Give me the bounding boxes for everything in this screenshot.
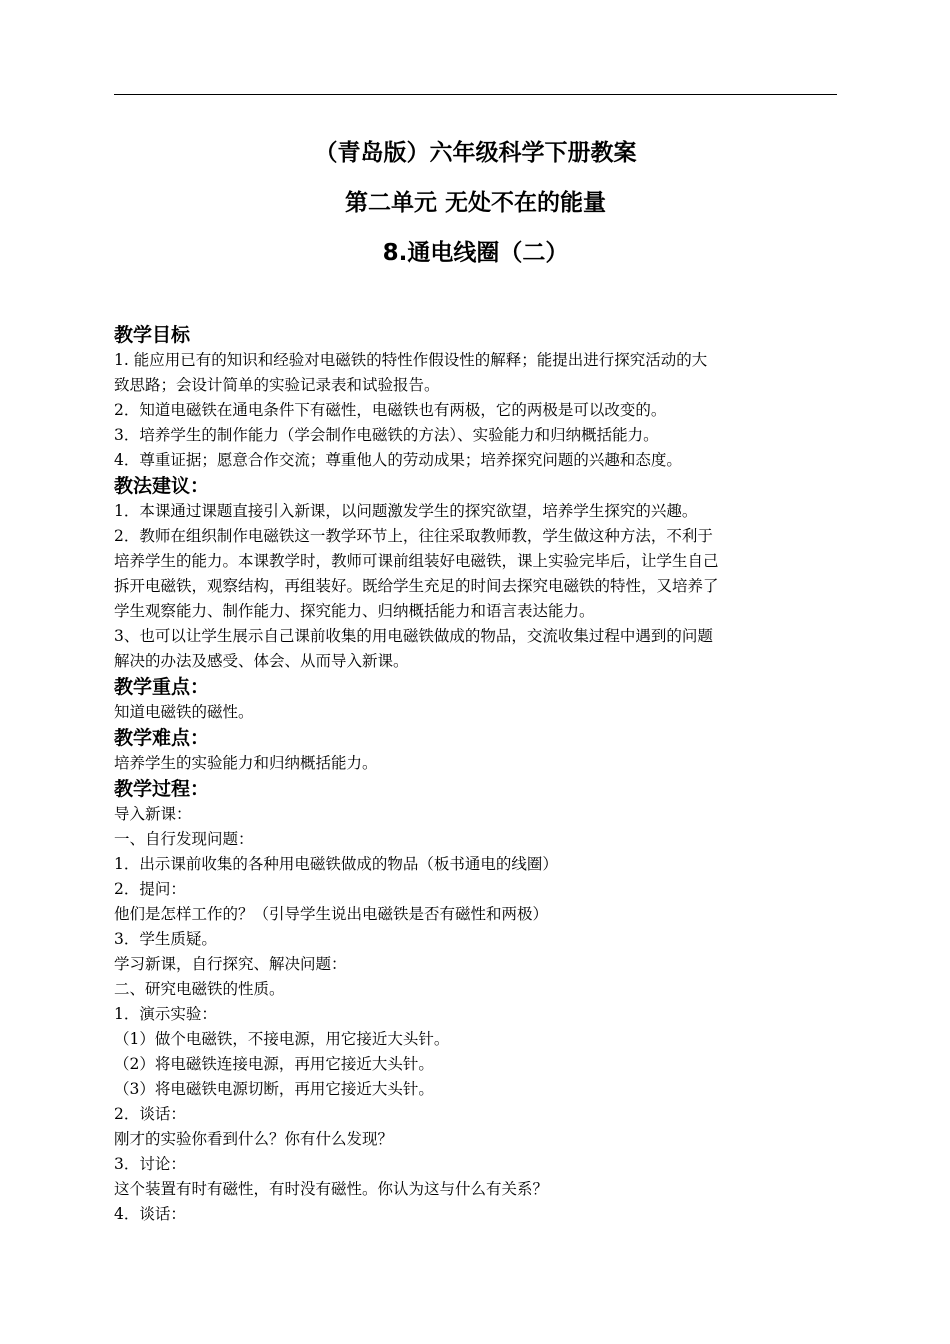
- process-line: 1．出示课前收集的各种用电磁铁做成的物品（板书通电的线圈）: [114, 855, 558, 873]
- process-line: 这个装置有时有磁性，有时没有磁性。你认为这与什么有关系？: [114, 1180, 549, 1198]
- method-line: 3、也可以让学生展示自己课前收集的用电磁铁做成的物品，交流收集过程中遇到的问题: [114, 627, 713, 645]
- method-line: 2．教师在组织制作电磁铁这一教学环节上，往往采取教师教，学生做这种方法，不利于: [114, 527, 713, 545]
- method-line: 学生观察能力、制作能力、探究能力、归纳概括能力和语言表达能力。: [114, 602, 595, 620]
- process-line: 1．演示实验：: [114, 1005, 217, 1023]
- unit-title: 第二单元 无处不在的能量: [344, 190, 606, 216]
- goal-line: 1. 能应用已有的知识和经验对电磁铁的特性作假设性的解释；能提出进行探究活动的大: [114, 351, 708, 369]
- title-block: [114, 128, 837, 278]
- process-line: 4．谈话：: [114, 1205, 186, 1223]
- header-rule: [114, 94, 837, 95]
- process-line: 刚才的实验你看到什么？你有什么发现？: [114, 1130, 394, 1148]
- goal-line: 2．知道电磁铁在通电条件下有磁性，电磁铁也有两极，它的两极是可以改变的。: [114, 401, 667, 419]
- process-line: 学习新课，自行探究、解决问题：: [114, 955, 347, 973]
- goal-line: 4．尊重证据；愿意合作交流；尊重他人的劳动成果；培养探究问题的兴趣和态度。: [114, 451, 682, 469]
- process-line: 2．谈话：: [114, 1105, 186, 1123]
- process-line: 他们是怎样工作的？（引导学生说出电磁铁是否有磁性和两极）: [114, 905, 549, 923]
- process-line: （1）做个电磁铁，不接电源，用它接近大头针。: [114, 1030, 450, 1048]
- method-line: 拆开电磁铁，观察结构，再组装好。既给学生充足的时间去探究电磁铁的特性，又培养了: [114, 577, 719, 595]
- process-line: 导入新课：: [114, 805, 192, 823]
- key-points-text: 知道电磁铁的磁性。: [114, 703, 254, 721]
- methods-heading: 教法建议：: [114, 475, 210, 497]
- process-line: 3．讨论：: [114, 1155, 186, 1173]
- process-heading: 教学过程：: [114, 778, 210, 800]
- process-line: 2．提问：: [114, 880, 186, 898]
- process-line: （2）将电磁铁连接电源，再用它接近大头针。: [114, 1055, 434, 1073]
- key-points-heading: 教学重点：: [114, 676, 210, 698]
- process-line: 一、自行发现问题：: [114, 830, 254, 848]
- document-body: [114, 322, 837, 1227]
- process-line: （3）将电磁铁电源切断，再用它接近大头针。: [114, 1080, 434, 1098]
- lesson-title: 8.通电线圈（二）: [382, 240, 569, 266]
- difficulties-heading: 教学难点：: [114, 727, 210, 749]
- goal-line: 3．培养学生的制作能力（学会制作电磁铁的方法）、实验能力和归纳概括能力。: [114, 426, 659, 444]
- document-title: （青岛版）六年级科学下册教案: [314, 140, 637, 166]
- goal-line: 致思路；会设计简单的实验记录表和试验报告。: [114, 376, 440, 394]
- method-line: 培养学生的能力。本课教学时，教师可课前组装好电磁铁，课上实验完毕后，让学生自己: [114, 552, 719, 570]
- process-line: 3．学生质疑。: [114, 930, 217, 948]
- method-line: 1．本课通过课题直接引入新课，以问题激发学生的探究欲望，培养学生探究的兴趣。: [114, 502, 698, 520]
- difficulties-text: 培养学生的实验能力和归纳概括能力。: [114, 754, 378, 772]
- goals-heading: 教学目标: [114, 324, 191, 346]
- method-line: 解决的办法及感受、体会、从而导入新课。: [114, 652, 409, 670]
- process-line: 二、研究电磁铁的性质。: [114, 980, 285, 998]
